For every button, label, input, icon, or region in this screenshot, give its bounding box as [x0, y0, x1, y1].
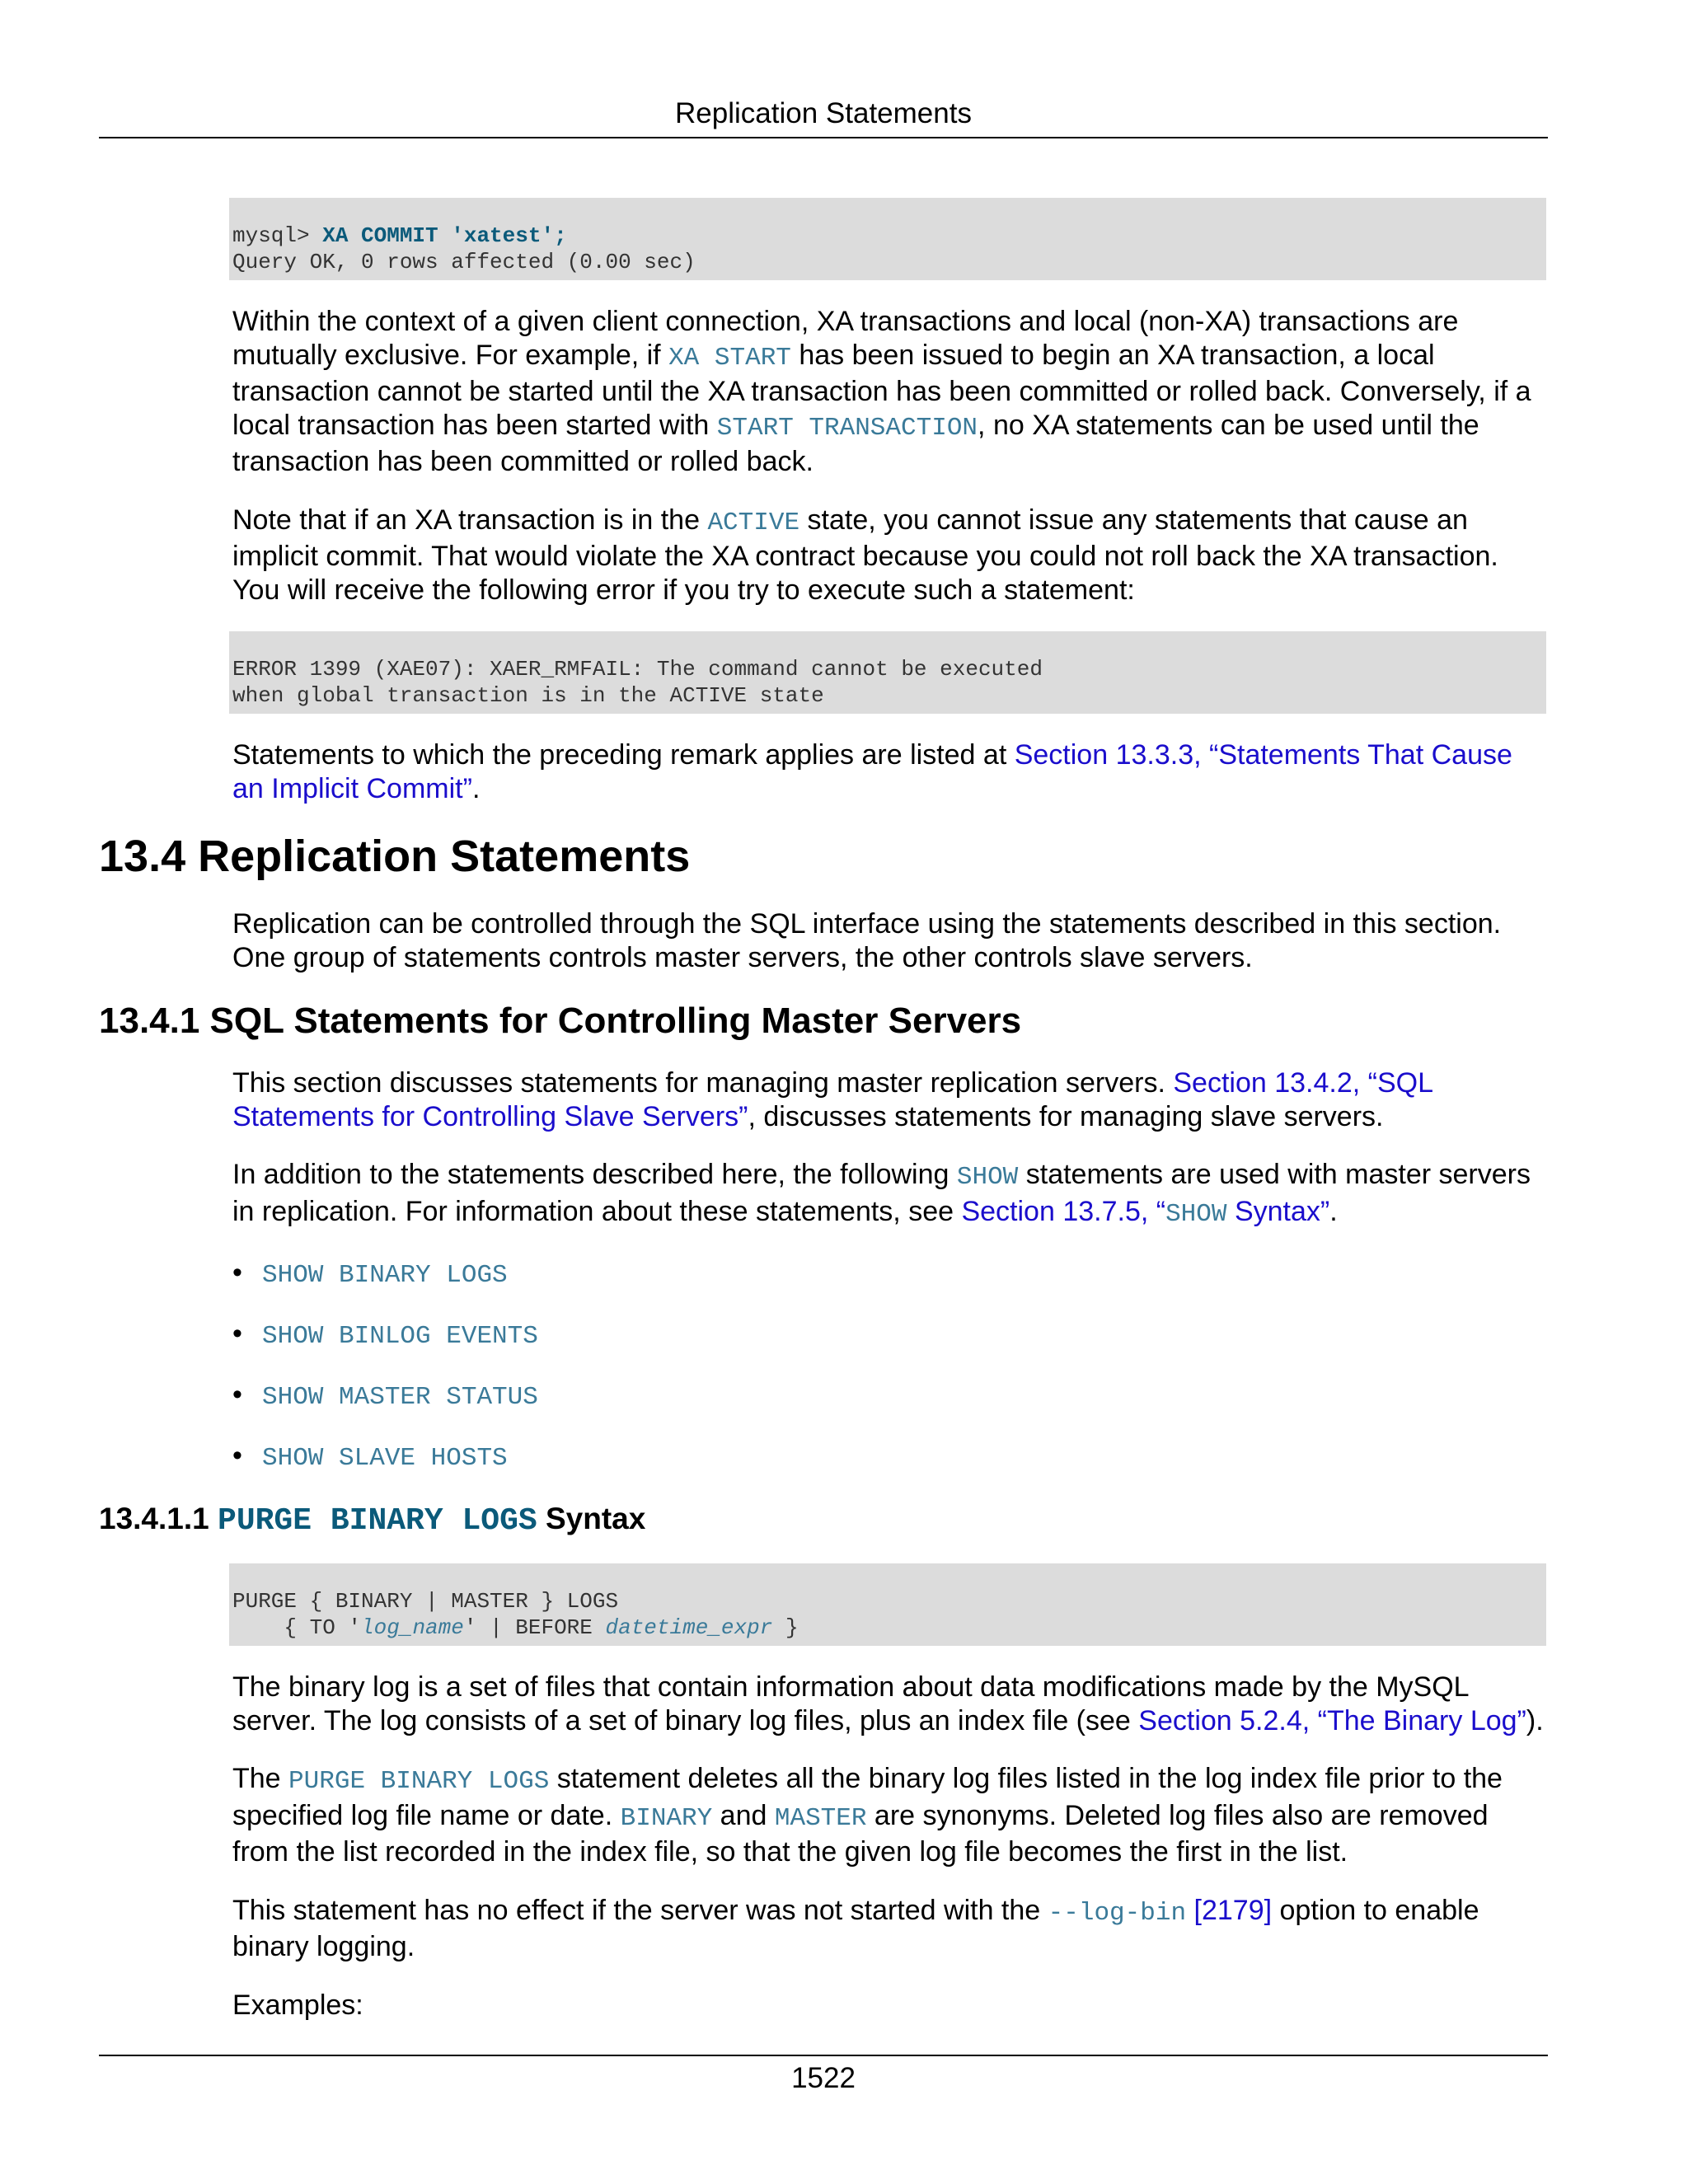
heading-suffix: Syntax — [537, 1502, 646, 1535]
code-block-xa-commit — [229, 198, 1546, 280]
paragraph-master-intro — [99, 1066, 1550, 1133]
section-heading-13-4: 13.4 Replication Statements — [99, 832, 691, 881]
paragraph-examples: Examples: — [232, 1989, 363, 2021]
text: In addition to the statements described here, the following — [232, 1159, 957, 1190]
code-start-transaction: START TRANSACTION — [716, 413, 978, 443]
paragraph-show-statements — [99, 1158, 1550, 1231]
code-var-log-name: log_name — [361, 1615, 464, 1640]
code-block-error — [229, 631, 1546, 714]
text: state, you cannot issue any statements that cause an implicit commit. That would violate the XA contract because you could not roll back the XA transaction. You will receive the following error if you try to execute such a statement: — [232, 504, 1498, 606]
list-item — [232, 1256, 1550, 1292]
link-text: Section 13.7.5, “ — [961, 1195, 1166, 1227]
text: Note that if an XA transaction is in the — [232, 504, 708, 536]
text: and — [712, 1799, 775, 1831]
paragraph-remark — [99, 738, 1550, 805]
text: Within the context of a given client connection, XA transactions and local (non-XA) transactions are mutually exclusive. For example, if — [232, 306, 1459, 371]
code-command: XA COMMIT 'xatest'; — [322, 223, 567, 248]
code-log-bin: --log-bin — [1048, 1898, 1187, 1928]
link-show-binlog-events[interactable]: SHOW BINLOG EVENTS — [262, 1322, 538, 1351]
code-text: { TO ' — [232, 1615, 362, 1640]
heading-number: 13.4.1.1 — [99, 1502, 218, 1535]
page-number: 1522 — [791, 2062, 856, 2094]
section-heading-13-4-1-1 — [99, 1500, 1550, 1540]
link-2179[interactable]: [2179] — [1186, 1894, 1273, 1926]
code-line: when global transaction is in the ACTIVE state — [232, 683, 824, 708]
running-header: Replication Statements — [675, 97, 972, 129]
code-text: } — [772, 1615, 799, 1640]
code-text: ' | BEFORE — [463, 1615, 606, 1640]
code-show: SHOW — [956, 1163, 1019, 1192]
code-master: MASTER — [774, 1803, 867, 1833]
link-show-binary-logs[interactable]: SHOW BINARY LOGS — [262, 1261, 508, 1290]
section-heading-13-4-1: 13.4.1 SQL Statements for Controlling Master Servers — [99, 1001, 1022, 1041]
list-item — [232, 1317, 1550, 1353]
link-binary-log[interactable]: Section 5.2.4, “The Binary Log” — [1138, 1704, 1526, 1736]
text: The — [232, 1763, 289, 1794]
text: has been issued to begin an XA transaction, a local transaction cannot be started until the XA transaction has been committed or rolled back. Conversely, if a local transaction has been started with — [232, 339, 1531, 441]
show-statement-list — [99, 1256, 1550, 1475]
paragraph-purge-description — [99, 1762, 1550, 1869]
page-content — [99, 198, 1550, 2046]
paragraph-binary-log — [99, 1671, 1550, 1737]
text: statements are used with master servers in replication. For information about these statements, see — [232, 1159, 1531, 1227]
text: ). — [1526, 1704, 1544, 1736]
link-show-master-status[interactable]: SHOW MASTER STATUS — [262, 1383, 538, 1412]
paragraph-xa-exclusive — [99, 305, 1550, 479]
code-line: ERROR 1399 (XAE07): XAER_RMFAIL: The command cannot be executed — [232, 657, 1043, 682]
code-xa-start: XA START — [668, 343, 791, 373]
link-text: Syntax” — [1226, 1195, 1330, 1227]
paragraph-active-state — [99, 504, 1550, 607]
text: . — [471, 772, 481, 804]
header-rule — [99, 137, 1548, 138]
paragraph-replication-intro: Replication can be controlled through the SQL interface using the statements described in this section. One group of statements controls master servers, the other controls slave servers. — [232, 908, 1502, 973]
list-item — [232, 1378, 1550, 1414]
code-block-purge-syntax — [229, 1563, 1546, 1646]
link-code-show: SHOW — [1165, 1199, 1227, 1229]
text: option to enable binary logging. — [232, 1894, 1479, 1962]
heading-code: PURGE BINARY LOGS — [218, 1503, 537, 1539]
paragraph-log-bin — [99, 1894, 1550, 1964]
list-item — [232, 1439, 1550, 1475]
footer-rule — [99, 2055, 1548, 2056]
bullet-icon: • — [232, 1318, 242, 1349]
code-var-datetime-expr: datetime_expr — [605, 1615, 773, 1640]
code-prompt: mysql> — [232, 223, 323, 248]
text: . — [1329, 1195, 1338, 1227]
text: This section discusses statements for managing master replication servers. — [232, 1067, 1174, 1099]
text: , discusses statements for managing slave servers. — [748, 1100, 1384, 1132]
link-show-slave-hosts[interactable]: SHOW SLAVE HOSTS — [262, 1444, 508, 1473]
bullet-icon: • — [232, 1379, 242, 1410]
text: The binary log is a set of files that contain information about data modifications made by the MySQL server. The log consists of a set of binary log files, plus an index file (see — [232, 1671, 1469, 1736]
code-active: ACTIVE — [707, 508, 800, 537]
text: Statements to which the preceding remark applies are listed at — [232, 739, 1015, 771]
text: , no XA statements can be used until the transaction has been committed or rolled back. — [232, 409, 1479, 477]
text: are synonyms. Deleted log files also are removed from the list recorded in the index file, so that the given log file becomes the first in the list. — [232, 1799, 1489, 1868]
link-implicit-commit[interactable]: Section 13.3.3, “Statements That Cause an Implicit Commit” — [232, 739, 1512, 804]
code-line: PURGE { BINARY | MASTER } LOGS — [232, 1589, 619, 1614]
text: statement deletes all the binary log files listed in the log index file prior to the specified log file name or date. — [232, 1763, 1503, 1831]
link-show-syntax[interactable] — [961, 1196, 1329, 1227]
bullet-icon: • — [232, 1440, 242, 1471]
code-binary: BINARY — [620, 1803, 713, 1833]
code-result: Query OK, 0 rows affected (0.00 sec) — [232, 250, 696, 274]
bullet-icon: • — [232, 1257, 242, 1288]
code-purge-binary-logs: PURGE BINARY LOGS — [288, 1767, 550, 1796]
link-slave-servers[interactable]: Section 13.4.2, “SQL Statements for Controlling Slave Servers” — [232, 1067, 1432, 1132]
text: This statement has no effect if the server was not started with the — [232, 1894, 1048, 1926]
